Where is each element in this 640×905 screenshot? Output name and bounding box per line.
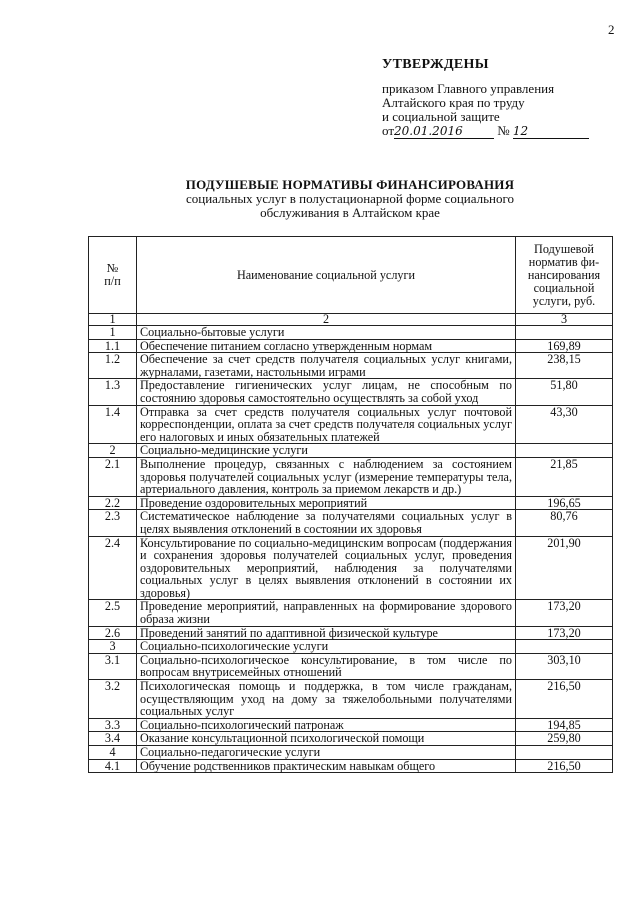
- norm-value: 51,80: [516, 379, 613, 405]
- title-line-3: обслуживания в Алтайском крае: [260, 205, 440, 220]
- table-header-row: [89, 237, 613, 314]
- norm-value: 194,85: [516, 718, 613, 732]
- header-name: Наименование социальной услуги: [137, 237, 516, 314]
- table-row: [89, 626, 613, 640]
- table-row: [89, 680, 613, 719]
- row-number: 2.3: [89, 510, 137, 536]
- service-name: Выполнение процедур, связанных с наблюдением за состоянием здоровья получателей социальных услуг (измерение температуры тела, артериального давления, контроль за приемом лекарств и др.): [137, 457, 516, 496]
- service-name: Социально-бытовые услуги: [137, 326, 516, 340]
- service-name: Оказание консультационной психологической помощи: [137, 732, 516, 746]
- table-row: [89, 746, 613, 760]
- row-number: 2: [89, 444, 137, 458]
- table-row: [89, 640, 613, 654]
- row-number: 2.2: [89, 496, 137, 510]
- column-numbers-row: [89, 314, 613, 326]
- title-line-2: социальных услуг в полустационарной форме социального: [185, 191, 515, 206]
- approval-heading: УТВЕРЖДЕНЫ: [382, 57, 489, 72]
- service-name: Социально-медицинские услуги: [137, 444, 516, 458]
- norm-value: 259,80: [516, 732, 613, 746]
- service-name: Систематическое наблюдение за получателями социальных услуг в целях выявления отклонений в состоянии их здоровья: [137, 510, 516, 536]
- service-name: Социально-психологический патронаж: [137, 718, 516, 732]
- header-num: № п/п: [89, 237, 137, 314]
- service-name: Отправка за счет средств получателя социальных услуг почтовой корреспонденции, оплата за счет средств получателя социальных услуг его налоговых и иных обязательных платежей: [137, 405, 516, 444]
- norms-table: [88, 236, 613, 773]
- row-number: 3.4: [89, 732, 137, 746]
- row-number: 4.1: [89, 759, 137, 773]
- approval-line: приказом Главного управления: [382, 81, 555, 96]
- row-number: 4: [89, 746, 137, 760]
- table-row: [89, 759, 613, 773]
- column-number: 1: [89, 314, 137, 326]
- number-label: №: [497, 123, 510, 138]
- row-number: 1.4: [89, 405, 137, 444]
- approval-block: [382, 58, 622, 139]
- row-number: 2.6: [89, 626, 137, 640]
- service-name: Социально-психологические услуги: [137, 640, 516, 654]
- page-number: 2: [608, 22, 615, 37]
- from-label: от: [382, 123, 395, 138]
- row-number: 1.1: [89, 339, 137, 353]
- service-name: Проведений занятий по адаптивной физической культуре: [137, 626, 516, 640]
- table-row: [89, 600, 613, 626]
- table-row: [89, 339, 613, 353]
- header-norm: Подушевой норматив фи- нансирования социальной услуги, руб.: [516, 237, 613, 314]
- service-name: Обучение родственников практическим навыкам общего: [137, 759, 516, 773]
- norm-value: 238,15: [516, 353, 613, 379]
- column-number: 2: [137, 314, 516, 326]
- document-title: [120, 178, 580, 220]
- table-row: [89, 457, 613, 496]
- service-name: Социально-психологическое консультирование, в том числе по вопросам внутрисемейных отношений: [137, 653, 516, 679]
- table-row: [89, 732, 613, 746]
- handwritten-date: 20.01.2016: [394, 124, 463, 138]
- norm-value: 196,65: [516, 496, 613, 510]
- row-number: 3.2: [89, 680, 137, 719]
- row-number: 1.3: [89, 379, 137, 405]
- service-name: Социально-педагогические услуги: [137, 746, 516, 760]
- table-row: [89, 536, 613, 600]
- row-number: 2.1: [89, 457, 137, 496]
- service-name: Обеспечение питанием согласно утвержденным нормам: [137, 339, 516, 353]
- norm-value: [516, 640, 613, 654]
- norm-value: 303,10: [516, 653, 613, 679]
- norm-value: 216,50: [516, 759, 613, 773]
- norm-value: 169,89: [516, 339, 613, 353]
- table-row: [89, 353, 613, 379]
- service-name: Консультирование по социально-медицинским вопросам (поддержания и сохранения здоровья получателей социальных услуг, проведения оздоровительных мероприятий, наблюдения за получателями социальных услуг в целях выявления отклонений в состоянии их здоровья): [137, 536, 516, 600]
- row-number: 3.3: [89, 718, 137, 732]
- row-number: 2.5: [89, 600, 137, 626]
- row-number: 1.2: [89, 353, 137, 379]
- title-line-1: ПОДУШЕВЫЕ НОРМАТИВЫ ФИНАНСИРОВАНИЯ: [185, 177, 515, 192]
- norm-value: [516, 746, 613, 760]
- column-number: 3: [516, 314, 613, 326]
- service-name: Предоставление гигиенических услуг лицам, не способным по состоянию здоровья самостоятельно осуществлять за собой уход: [137, 379, 516, 405]
- norm-value: 201,90: [516, 536, 613, 600]
- approval-signature-line: [382, 124, 622, 139]
- table-row: [89, 405, 613, 444]
- norm-value: [516, 444, 613, 458]
- norm-value: 21,85: [516, 457, 613, 496]
- handwritten-number: 12: [512, 124, 529, 138]
- norm-value: 80,76: [516, 510, 613, 536]
- norm-value: 43,30: [516, 405, 613, 444]
- table-row: [89, 326, 613, 340]
- table-row: [89, 379, 613, 405]
- service-name: Обеспечение за счет средств получателя социальных услуг книгами, журналами, газетами, настольными играми: [137, 353, 516, 379]
- row-number: 2.4: [89, 536, 137, 600]
- service-name: Психологическая помощь и поддержка, в том числе гражданам, осуществляющим уход на дому за тяжелобольными получателями социальных услуг: [137, 680, 516, 719]
- norm-value: [516, 326, 613, 340]
- row-number: 3.1: [89, 653, 137, 679]
- norm-value: 173,20: [516, 626, 613, 640]
- table-row: [89, 718, 613, 732]
- norm-value: 216,50: [516, 680, 613, 719]
- table-row: [89, 444, 613, 458]
- table-row: [89, 496, 613, 510]
- approval-line: и социальной защите: [382, 109, 500, 124]
- row-number: 3: [89, 640, 137, 654]
- row-number: 1: [89, 326, 137, 340]
- norm-value: 173,20: [516, 600, 613, 626]
- approval-line: Алтайского края по труду: [382, 95, 525, 110]
- service-name: Проведение оздоровительных мероприятий: [137, 496, 516, 510]
- table-row: [89, 653, 613, 679]
- table-row: [89, 510, 613, 536]
- service-name: Проведение мероприятий, направленных на формирование здорового образа жизни: [137, 600, 516, 626]
